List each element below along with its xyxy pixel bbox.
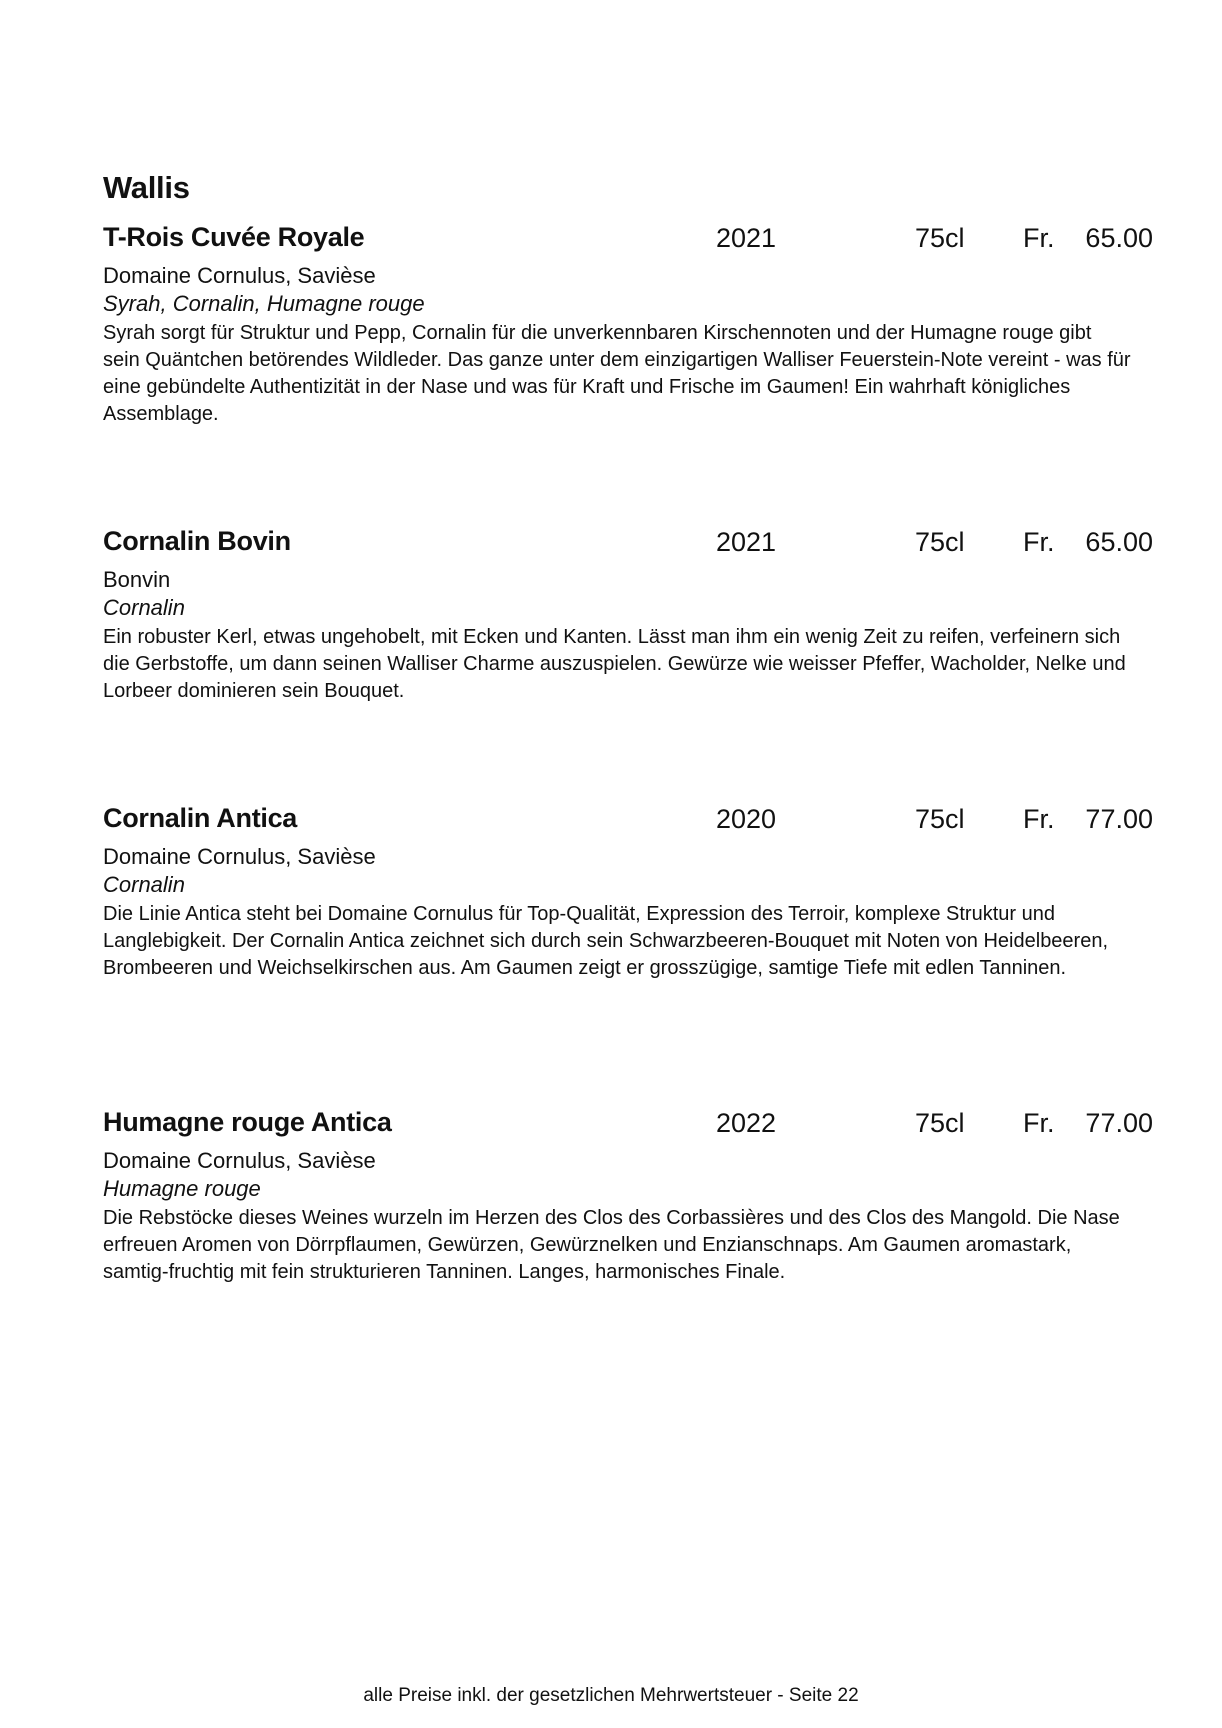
wine-producer: Domaine Cornulus, Savièse [103, 1148, 376, 1173]
wine-producer: Domaine Cornulus, Savièse [103, 263, 376, 288]
wine-name: T-Rois Cuvée Royale [103, 222, 365, 252]
wine-producer: Domaine Cornulus, Savièse [103, 844, 376, 869]
wine-currency: Fr. [1023, 1108, 1055, 1138]
wine-year: 2021 [716, 527, 777, 557]
wine-year: 2020 [716, 804, 777, 834]
wine-size: 75cl [915, 804, 965, 834]
wine-description: Die Linie Antica steht bei Domaine Cornulus für Top-Qualität, Expression des Terroir, komplexe Struktur und Langlebigkeit. Der Cornalin Antica zeichnet sich durch sein Schwarzbeeren-Bouquet mit Noten von Heidelbeeren, Brombeeren und Weichselkirschen aus. Am Gaumen zeigt er grosszügige, samtige Tiefe mit edlen Tanninen. [103, 903, 1109, 979]
section-title: Wallis [103, 170, 190, 205]
wine-year: 2022 [716, 1108, 777, 1138]
wine-entry [103, 1107, 1153, 1286]
page-footer: alle Preise inkl. der gesetzlichen Mehrwertsteuer - Seite 22 [363, 1685, 859, 1706]
wine-currency: Fr. [1023, 804, 1055, 834]
wine-currency: Fr. [1023, 223, 1055, 253]
wine-size: 75cl [915, 527, 965, 557]
wine-header [103, 222, 1153, 262]
wine-grapes: Cornalin [103, 872, 185, 897]
wine-entry [103, 803, 1153, 982]
wine-description: Syrah sorgt für Struktur und Pepp, Cornalin für die unverkennbaren Kirschennoten und der Humagne rouge gibt sein Quäntchen betörendes Wildleder. Das ganze unter dem einzigartigen Walliser Feuerstein-Note vereint - was für eine gebündelte Authentizität in der Nase und was für Kraft und Frische im Gaumen! Ein wahrhaft königliches Assemblage. [103, 322, 1131, 425]
wine-price: 65.00 [1085, 223, 1153, 253]
wine-description: Ein robuster Kerl, etwas ungehobelt, mit Ecken und Kanten. Lässt man ihm ein wenig Zeit zu reifen, verfeinern sich die Gerbstoffe, um dann seinen Walliser Charme auszuspielen. Gewürze wie weisser Pfeffer, Wacholder, Nelke und Lorbeer dominieren sein Bouquet. [103, 626, 1126, 702]
wine-size: 75cl [915, 223, 965, 253]
wine-price: 77.00 [1085, 1108, 1153, 1138]
wine-header [103, 526, 1153, 566]
wine-currency: Fr. [1023, 527, 1055, 557]
wine-size: 75cl [915, 1108, 965, 1138]
wine-description: Die Rebstöcke dieses Weines wurzeln im Herzen des Clos des Corbassières und des Clos des Mangold. Die Nase erfreuen Aromen von Dörrpflaumen, Gewürzen, Gewürznelken und Enzianschnaps. Am Gaumen aromastark, samtig-fruchtig mit fein strukturieren Tanninen. Langes, harmonisches Finale. [103, 1207, 1120, 1283]
wine-entry [103, 526, 1153, 705]
wine-grapes: Cornalin [103, 595, 185, 620]
wine-producer: Bonvin [103, 567, 171, 592]
wine-grapes: Syrah, Cornalin, Humagne rouge [103, 291, 425, 316]
wine-price: 65.00 [1085, 527, 1153, 557]
wine-name: Cornalin Antica [103, 803, 298, 833]
wine-header [103, 1107, 1153, 1147]
wine-grapes: Humagne rouge [103, 1176, 261, 1201]
wine-price: 77.00 [1085, 804, 1153, 834]
wine-entry [103, 222, 1153, 428]
wine-year: 2021 [716, 223, 777, 253]
wine-header [103, 803, 1153, 843]
wine-name: Cornalin Bovin [103, 526, 291, 556]
wine-name: Humagne rouge Antica [103, 1107, 392, 1137]
